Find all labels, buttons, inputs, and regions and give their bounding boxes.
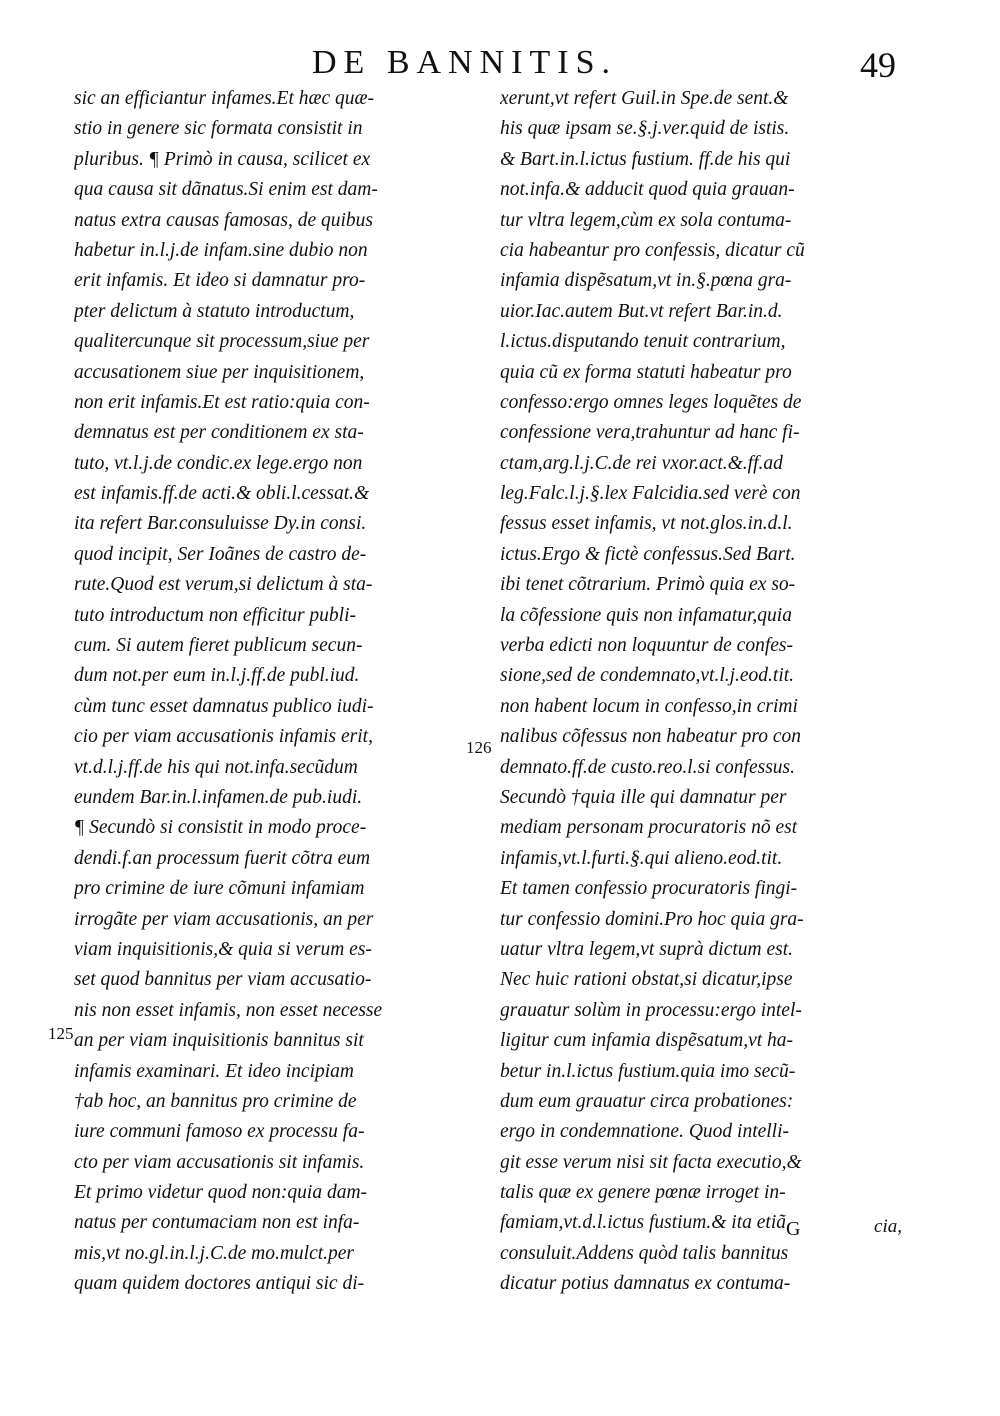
text-line: uior.Iac.autem But.vt refert Bar.in.d. [500,300,783,322]
text-line: eundem Bar.in.l.infamen.de pub.iudi. [74,786,363,808]
text-line: Secundò †quia ille qui damnatur per [500,786,787,808]
text-line: la cõfessione quis non infamatur,quia [500,604,792,626]
text-line: quod incipit, Ser Ioãnes de castro de- [74,543,367,565]
text-line: tuto introductum non efficitur publi- [74,604,357,626]
text-line: demnato.ff.de custo.reo.l.si confessus. [500,756,795,778]
text-line: Nec huic rationi obstat,si dicatur,ipse [500,969,793,991]
text-line: natus extra causas famosas, de quibus [74,209,373,231]
text-line: qua causa sit dãnatus.Si enim est dam- [74,179,378,201]
catchword: cia, [874,1216,902,1237]
text-line: & Bart.in.l.ictus fustium. ff.de his qui [500,148,791,170]
text-line: dicatur potius damnatus ex contuma- [500,1273,791,1295]
text-line: set quod bannitus per viam accusatio- [74,969,372,991]
text-line: infamia dispẽsatum,vt in.§.pœna gra- [500,270,792,292]
text-line: accusationem siue per inquisitionem, [74,361,365,383]
text-line: confessione vera,trahuntur ad hanc fi- [500,422,800,444]
text-line: an per viam inquisitionis bannitus sit [74,1030,364,1052]
text-line: pro crimine de iure cõmuni infamiam [74,878,365,900]
text-line: dendi.f.an processum fuerit cõtra eum [74,847,371,869]
text-line: rute.Quod est verum,si delictum à sta- [74,574,373,596]
text-line: consuluit.Addens quòd talis bannitus [500,1242,789,1264]
left-column [74,84,490,1300]
text-line: ictus.Ergo & fictè confessus.Sed Bart. [500,543,796,565]
text-line: leg.Falc.l.j.§.lex Falcidia.sed verè con [500,483,801,505]
text-line: not.infa.& adducit quod quia grauan- [500,179,795,201]
text-line: tur confessio domini.Pro hoc quia gra- [500,908,804,930]
text-line: infamis examinari. Et ideo incipiam [74,1060,355,1082]
text-line: ligitur cum infamia dispẽsatum,vt ha- [500,1030,794,1052]
text-line: famiam,vt.d.l.ictus fustium.& ita etiã [500,1212,786,1234]
text-line: dum not.per eum in.l.j.ff.de publ.iud. [74,665,360,687]
text-line: Et tamen confessio procuratoris fingi- [500,878,798,900]
text-line: betur in.l.ictus fustium.quia imo secũ- [500,1060,796,1082]
text-line: cia habeantur pro confessis, dicatur cũ [500,239,805,261]
text-line: ¶ Secundò si consistit in modo proce- [74,817,367,839]
text-line: verba edicti non loquuntur de confes- [500,635,793,657]
text-line: habetur in.l.j.de infam.sine dubio non [74,239,368,261]
text-line: quam quidem doctores antiqui sic di- [74,1273,365,1295]
text-line: infamis,vt.l.furti.§.qui alieno.eod.tit. [500,847,783,869]
text-line: pluribus. ¶ Primò in causa, scilicet ex [74,148,371,170]
text-line: qualitercunque sit processum,siue per [74,331,370,353]
text-line: quia cũ ex forma statuti habeatur pro [500,361,792,383]
text-line: mis,vt no.gl.in.l.j.C.de mo.mulct.per [74,1242,355,1264]
text-line: cio per viam accusationis infamis erit, [74,726,373,748]
text-line: uatur vltra legem,vt suprà dictum est. [500,938,794,960]
text-line: confesso:ergo omnes leges loquẽtes de [500,391,802,413]
page-number: 49 [860,45,896,85]
text-line: cto per viam accusationis sit infamis. [74,1151,365,1173]
text-line: xerunt,vt refert Guil.in Spe.de sent.& [500,88,789,109]
signature-mark: G [786,1218,801,1240]
text-line: dum eum grauatur circa probationes: [500,1090,794,1112]
margin-note-126: 126 [466,738,492,757]
text-line: sione,sed de condemnato,vt.l.j.eod.tit. [500,665,795,687]
text-line: natus per contumaciam non est infa- [74,1212,360,1234]
text-line: ergo in condemnatione. Quod intelli- [500,1121,790,1143]
text-line: grauatur solùm in processu:ergo intel- [500,999,802,1021]
text-line: talis quæ ex genere pœnæ irroget in- [500,1182,786,1204]
text-line: stio in genere sic formata consistit in [74,118,363,140]
text-line: demnatus est per conditionem ex sta- [74,422,364,444]
text-line: Et primo videtur quod non:quia dam- [74,1182,368,1204]
text-line: irrogãte per viam accusationis, an per [74,908,374,930]
text-line: est infamis.ff.de acti.& obli.l.cessat.& [74,483,370,505]
text-line: iure communi famoso ex processu fa- [74,1121,365,1143]
text-line: tur vltra legem,cùm ex sola contuma- [500,209,792,231]
text-line: l.ictus.disputando tenuit contrarium, [500,331,786,353]
text-line: ibi tenet cõtrarium. Primò quia ex so- [500,574,796,596]
running-head: DE BANNITIS. [312,44,617,81]
text-line: viam inquisitionis,& quia si verum es- [74,938,372,960]
text-line: cùm tunc esset damnatus publico iudi- [74,695,374,717]
text-line: vt.d.l.j.ff.de his qui not.infa.secũdum [74,756,358,778]
margin-note-125: 125 [48,1024,74,1043]
text-line: ita refert Bar.consuluisse Dy.in consi. [74,513,367,535]
text-line: nis non esset infamis, non esset necesse [74,999,383,1021]
right-column [500,84,904,1300]
text-line: git esse verum nisi sit facta executio,& [500,1151,802,1173]
text-line: tuto, vt.l.j.de condic.ex lege.ergo non [74,452,363,474]
text-line: non habent locum in confesso,in crimi [500,695,798,717]
text-line: cum. Si autem fieret publicum secun- [74,635,363,657]
text-line: erit infamis. Et ideo si damnatur pro- [74,270,366,292]
text-line: ctam,arg.l.j.C.de rei vxor.act.&.ff.ad [500,452,783,474]
text-line: nalibus cõfessus non habeatur pro con [500,726,801,748]
text-line: fessus esset infamis, vt not.glos.in.d.l. [500,513,793,535]
text-line: non erit infamis.Et est ratio:quia con- [74,391,370,413]
text-line: his quæ ipsam se.§.j.ver.quid de istis. [500,118,790,140]
text-line: sic an efficiantur infames.Et hæc quæ- [74,88,375,109]
text-line: †ab hoc, an bannitus pro crimine de [74,1090,357,1112]
text-line: pter delictum à statuto introductum, [74,300,355,322]
text-line: mediam personam procuratoris nõ est [500,817,798,839]
